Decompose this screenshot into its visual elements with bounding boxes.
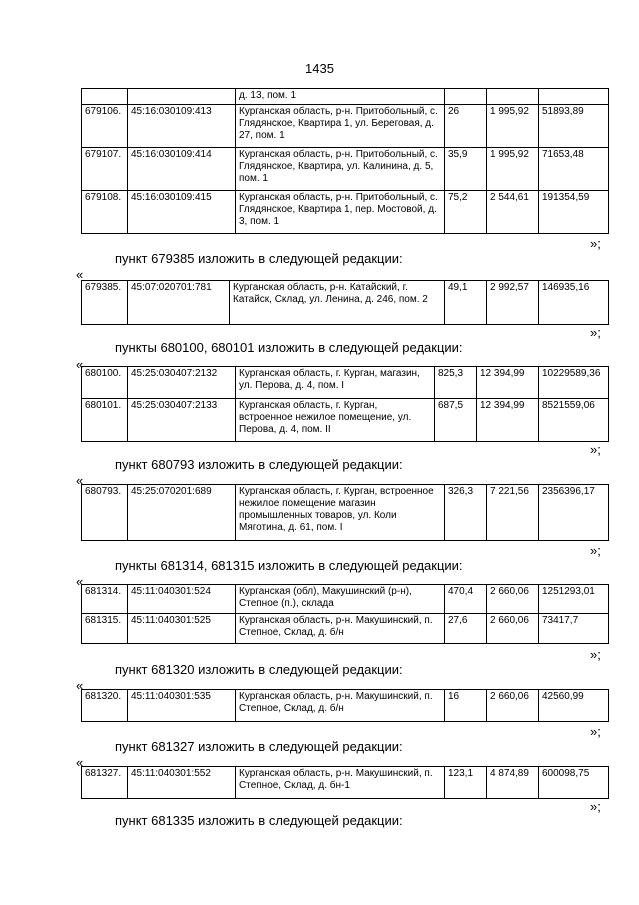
cell-address: Курганская область, г. Курган, магазин, ул. Перова, д. 4, пом. I — [236, 367, 435, 399]
cell-area: 123,1 — [445, 767, 487, 799]
cell-area: 825,3 — [435, 367, 477, 399]
registry-table — [81, 366, 609, 442]
registry-table — [81, 484, 609, 541]
cell-number: 679385. — [82, 281, 128, 325]
cell-rate: 4 874,89 — [487, 767, 539, 799]
section-heading: пункты 681314, 681315 изложить в следующей редакции: — [115, 558, 463, 573]
section-heading: пункт 681335 изложить в следующей редакции: — [115, 813, 403, 828]
cell-rate: 1 995,92 — [487, 148, 539, 191]
cell-area: 26 — [445, 105, 487, 148]
cell-rate: 2 992,57 — [487, 281, 539, 325]
cell-number: 679106. — [82, 105, 128, 148]
close-quote: »; — [590, 236, 601, 251]
cell-cadastral — [128, 89, 236, 105]
table-row — [82, 690, 609, 722]
cell-area: 75,2 — [445, 191, 487, 234]
cell-rate: 12 394,99 — [477, 399, 539, 442]
close-quote: »; — [590, 799, 601, 814]
cell-value: 42560,99 — [539, 690, 609, 722]
cell-cadastral: 45:11:040301:535 — [128, 690, 236, 722]
cell-area: 687,5 — [435, 399, 477, 442]
cell-rate: 12 394,99 — [477, 367, 539, 399]
cell-number: 681320. — [82, 690, 128, 722]
registry-table — [81, 280, 609, 325]
registry-table — [81, 584, 609, 644]
cell-address: Курганская область, р-н. Притобольный, с. Глядянское, Квартира 1, пер. Мостовой, д. 3, пом. 1 — [236, 191, 445, 234]
section-heading: пункты 680100, 680101 изложить в следующей редакции: — [115, 340, 463, 355]
cell-number: 680100. — [82, 367, 128, 399]
cell-value: 8521559,06 — [539, 399, 609, 442]
close-quote: »; — [590, 442, 601, 457]
cell-area: 49,1 — [445, 281, 487, 325]
cell-address: Курганская область, р-н. Макушинский, п. Степное, Склад, д. б/н — [236, 690, 445, 722]
table-row — [82, 367, 609, 399]
table-row — [82, 399, 609, 442]
cell-address: Курганская область, р-н. Притобольный, с. Глядянское, Квартира 1, ул. Береговая, д. 27, пом. 1 — [236, 105, 445, 148]
cell-cadastral: 45:25:030407:2132 — [128, 367, 236, 399]
cell-number: 680793. — [82, 485, 128, 541]
page-number: 1435 — [305, 61, 334, 76]
cell-number: 681314. — [82, 585, 128, 614]
cell-rate: 2 544,61 — [487, 191, 539, 234]
cell-number: 679108. — [82, 191, 128, 234]
cell-value: 1251293,01 — [539, 585, 609, 614]
close-quote: »; — [590, 647, 601, 662]
cell-value: 71653,48 — [539, 148, 609, 191]
cell-rate: 1 995,92 — [487, 105, 539, 148]
cell-number: 681327. — [82, 767, 128, 799]
cell-area: 27,6 — [445, 614, 487, 644]
cell-address: Курганская область, р-н. Макушинский, п. Степное, Склад, д. б/н — [236, 614, 445, 644]
open-quote: « — [76, 473, 84, 488]
cell-area: 35,9 — [445, 148, 487, 191]
cell-number — [82, 89, 128, 105]
cell-cadastral: 45:25:030407:2133 — [128, 399, 236, 442]
registry-table — [81, 766, 609, 799]
section-heading: пункт 681320 изложить в следующей редакции: — [115, 662, 403, 677]
cell-address: д. 13, пом. 1 — [236, 89, 445, 105]
table-row — [82, 281, 609, 325]
cell-cadastral: 45:25:070201:689 — [128, 485, 236, 541]
open-quote: « — [76, 755, 84, 770]
open-quote: « — [76, 678, 84, 693]
cell-area: 16 — [445, 690, 487, 722]
registry-table — [81, 88, 609, 234]
section-heading: пункт 680793 изложить в следующей редакции: — [115, 457, 403, 472]
cell-rate: 2 660,06 — [487, 690, 539, 722]
table-row — [82, 191, 609, 234]
cell-number: 679107. — [82, 148, 128, 191]
cell-cadastral: 45:11:040301:525 — [128, 614, 236, 644]
cell-area: 470,4 — [445, 585, 487, 614]
registry-table — [81, 689, 609, 722]
table-row — [82, 105, 609, 148]
cell-number: 681315. — [82, 614, 128, 644]
cell-area: 326,3 — [445, 485, 487, 541]
table-row — [82, 767, 609, 799]
cell-rate: 7 221,56 — [487, 485, 539, 541]
cell-rate — [487, 89, 539, 105]
open-quote: « — [76, 357, 84, 372]
table-row — [82, 585, 609, 614]
table-row — [82, 614, 609, 644]
open-quote: « — [76, 267, 84, 282]
cell-address: Курганская область, г. Курган, встроенное нежилое помещение, ул. Перова, д. 4, пом. II — [236, 399, 435, 442]
cell-cadastral: 45:16:030109:413 — [128, 105, 236, 148]
cell-value: 600098,75 — [539, 767, 609, 799]
open-quote: « — [76, 574, 84, 589]
close-quote: »; — [590, 325, 601, 340]
cell-area — [445, 89, 487, 105]
cell-cadastral: 45:07:020701:781 — [128, 281, 230, 325]
cell-cadastral: 45:16:030109:414 — [128, 148, 236, 191]
cell-value — [539, 89, 609, 105]
close-quote: »; — [590, 543, 601, 558]
table-row — [82, 89, 609, 105]
cell-value: 73417,7 — [539, 614, 609, 644]
cell-cadastral: 45:16:030109:415 — [128, 191, 236, 234]
cell-value: 51893,89 — [539, 105, 609, 148]
section-heading: пункт 679385 изложить в следующей редакции: — [115, 251, 403, 266]
close-quote: »; — [590, 724, 601, 739]
cell-address: Курганская область, р-н. Макушинский, п. Степное, Склад, д. бн-1 — [236, 767, 445, 799]
table-row — [82, 485, 609, 541]
cell-value: 191354,59 — [539, 191, 609, 234]
cell-cadastral: 45:11:040301:524 — [128, 585, 236, 614]
cell-address: Курганская область, р-н. Катайский, г. Катайск, Склад, ул. Ленина, д. 246, пом. 2 — [230, 281, 445, 325]
cell-value: 10229589,36 — [539, 367, 609, 399]
cell-address: Курганская (обл), Макушинский (р-н), Степное (п.), склада — [236, 585, 445, 614]
cell-number: 680101. — [82, 399, 128, 442]
table-row — [82, 148, 609, 191]
cell-cadastral: 45:11:040301:552 — [128, 767, 236, 799]
cell-rate: 2 660,06 — [487, 585, 539, 614]
cell-value: 2356396,17 — [539, 485, 609, 541]
section-heading: пункт 681327 изложить в следующей редакции: — [115, 739, 403, 754]
cell-address: Курганская область, г. Курган, встроенное нежилое помещение магазин промышленных товаров, ул. Коли Мяготина, д. 61, пом. I — [236, 485, 445, 541]
cell-value: 146935,16 — [539, 281, 609, 325]
cell-rate: 2 660,06 — [487, 614, 539, 644]
cell-address: Курганская область, р-н. Притобольный, с. Глядянское, Квартира, ул. Калинина, д. 5, пом. 1 — [236, 148, 445, 191]
